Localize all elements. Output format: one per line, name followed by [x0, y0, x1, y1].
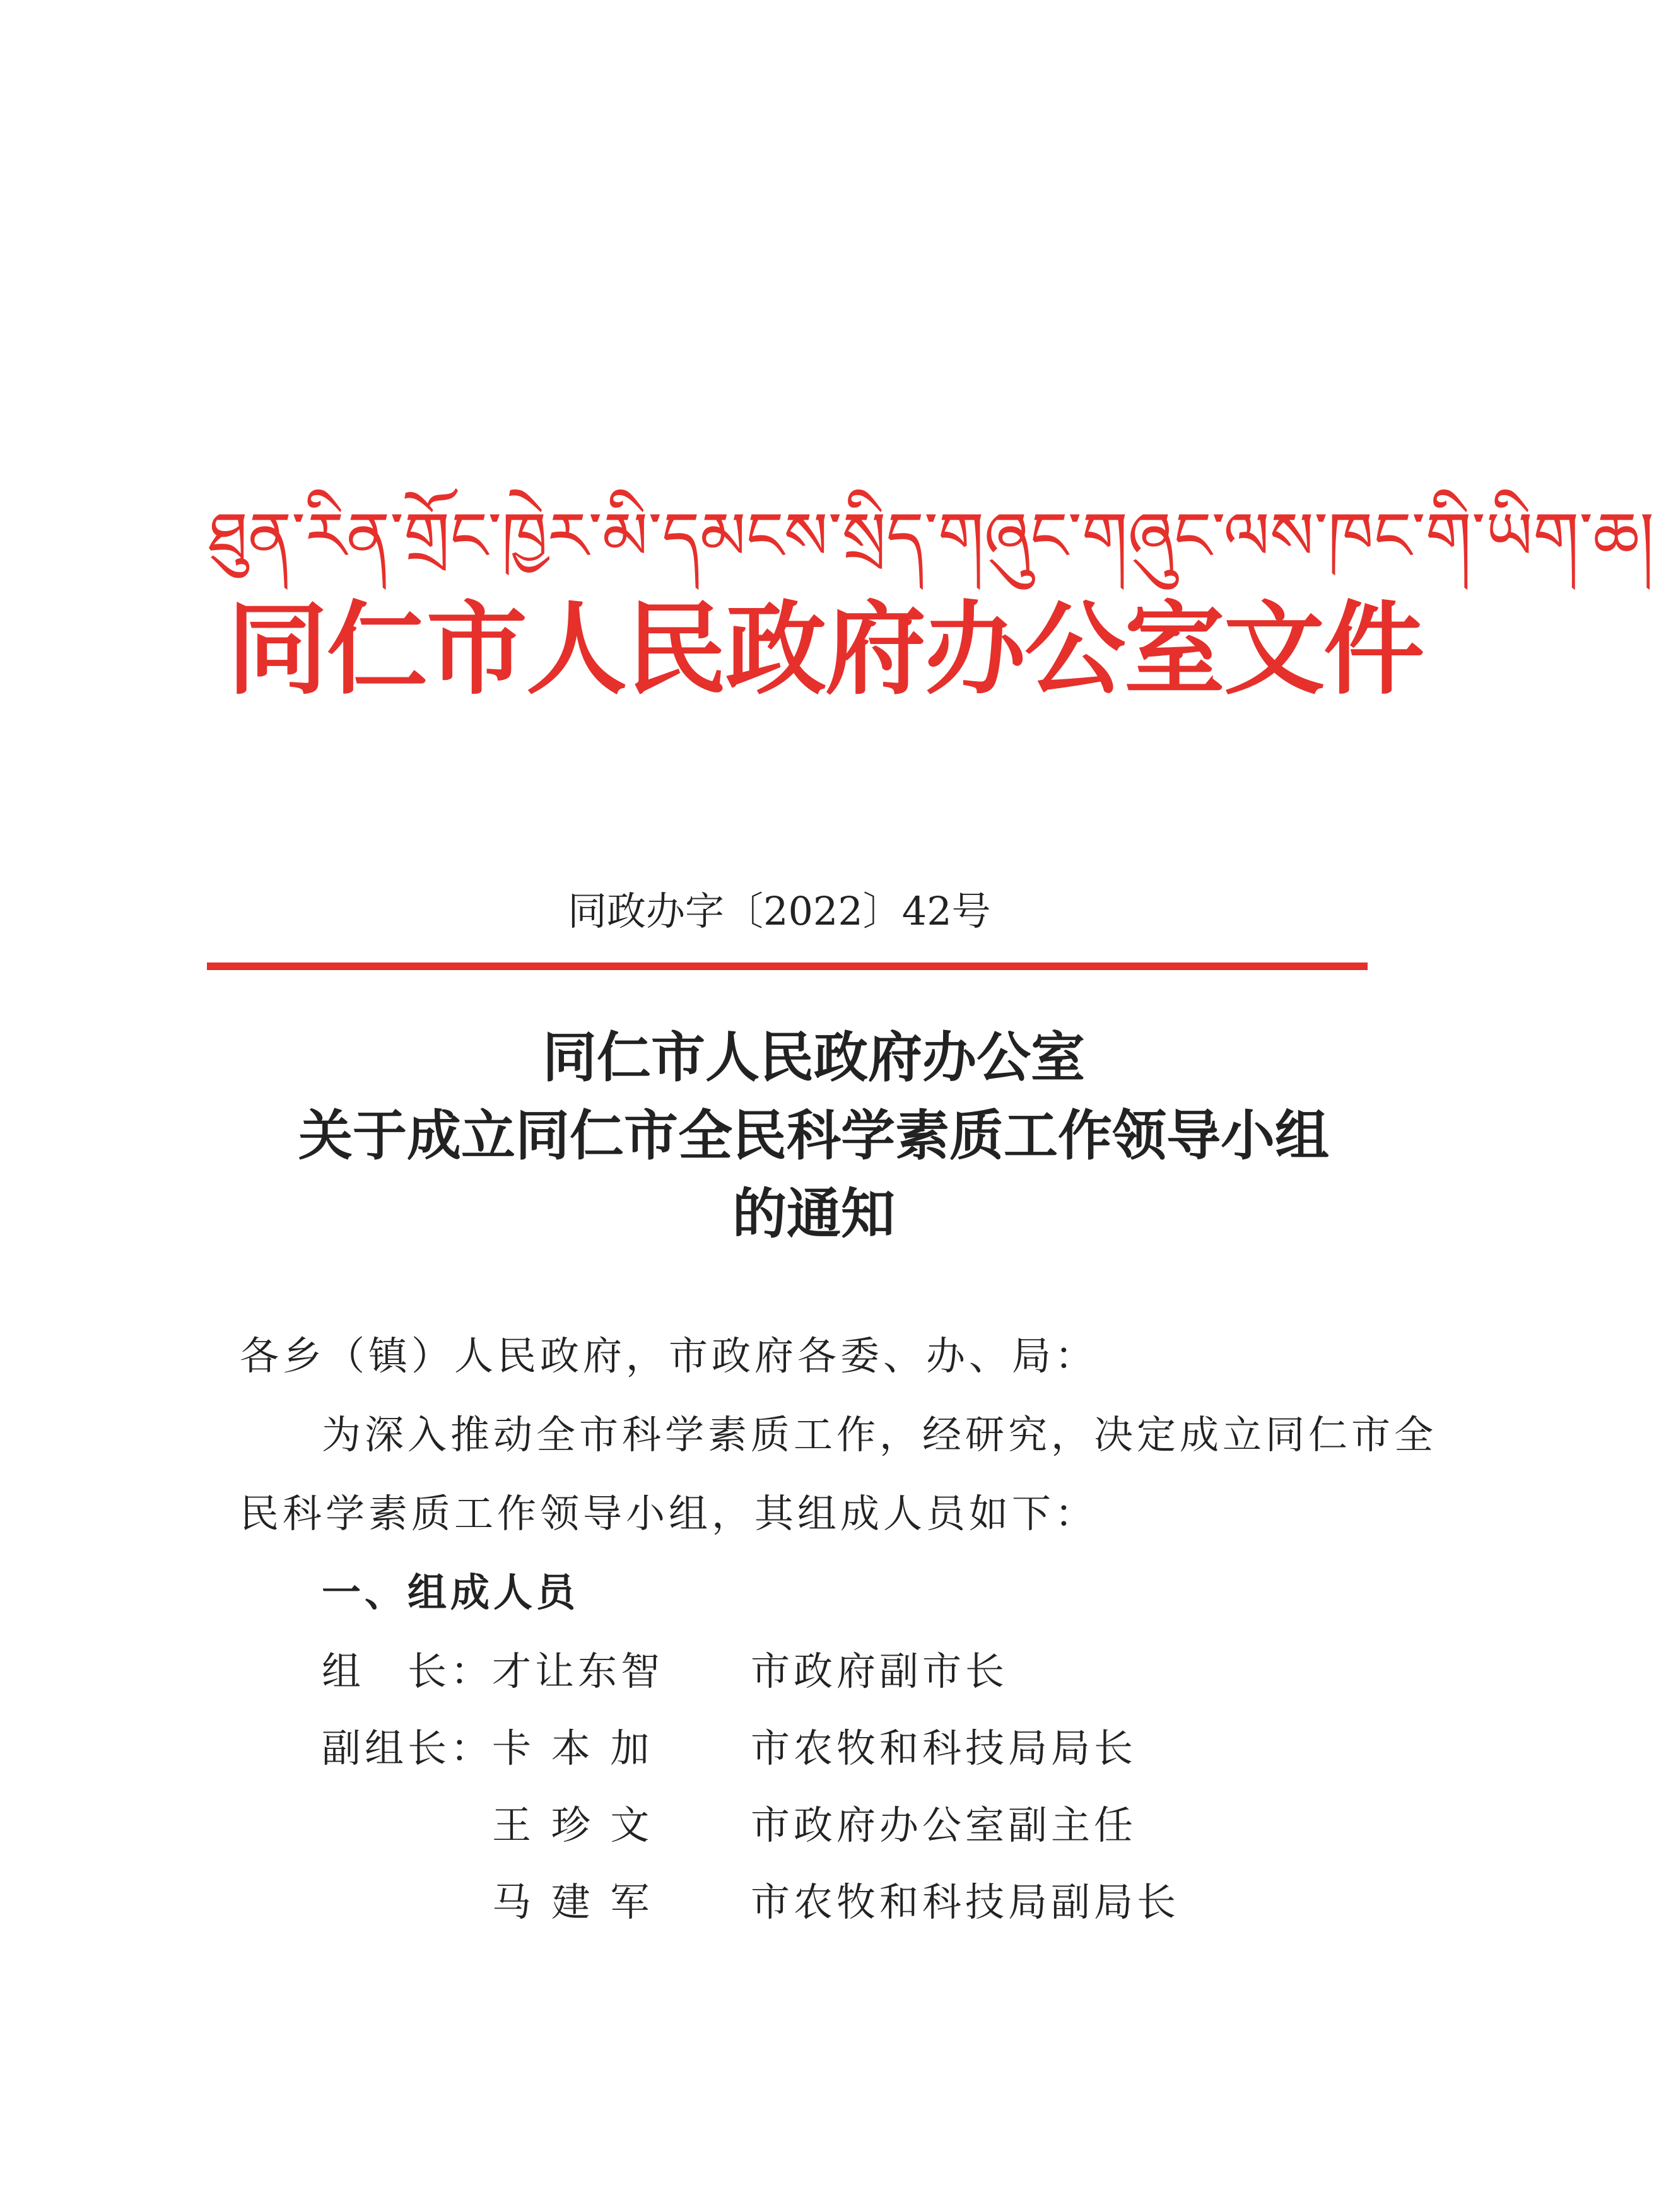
- notice-title: [240, 1019, 1388, 1253]
- member-position: 市农牧和科技局副局长: [751, 1879, 1180, 1925]
- member-name: 马 建 军: [492, 1879, 654, 1925]
- member-name: 才让东智: [492, 1648, 664, 1694]
- notice-title-line-2: 关于成立同仁市全民科学素质工作领导小组: [298, 1104, 1329, 1167]
- member-position: 市政府副市长: [751, 1648, 1009, 1694]
- tibetan-title: ཐུན་རིན་གྲོང་ཁྱེར་མི་དམངས་སྲིད་གཞུང་གཞུང་ལས་ཁང་གི་ཡིག་ཆ།: [208, 498, 1654, 575]
- member-name: 卡 本 加: [492, 1725, 654, 1771]
- section-heading-members: 一、组成人员: [322, 1569, 580, 1615]
- member-role: 副组长：: [322, 1725, 494, 1771]
- document-header-title: 同仁市人民政府办公室文件: [227, 590, 1424, 708]
- member-role: 组 长：: [322, 1648, 494, 1694]
- member-position: 市政府办公室副主任: [751, 1802, 1137, 1848]
- salutation: 各乡（镇）人民政府，市政府各委、办、局：: [240, 1333, 1098, 1379]
- member-position: 市农牧和科技局局长: [751, 1725, 1137, 1771]
- document-number: 同政办字〔2022〕42号: [568, 888, 991, 934]
- body-paragraph-line-1: 为深入推动全市科学素质工作，经研究，决定成立同仁市全: [322, 1412, 1438, 1458]
- header-red-rule: [207, 963, 1368, 970]
- notice-title-line-1: 同仁市人民政府办公室: [543, 1026, 1085, 1089]
- notice-title-line-3: 的通知: [732, 1182, 895, 1246]
- member-name: 王 珍 文: [492, 1802, 654, 1848]
- body-paragraph-line-2: 民科学素质工作领导小组，其组成人员如下：: [240, 1490, 1098, 1536]
